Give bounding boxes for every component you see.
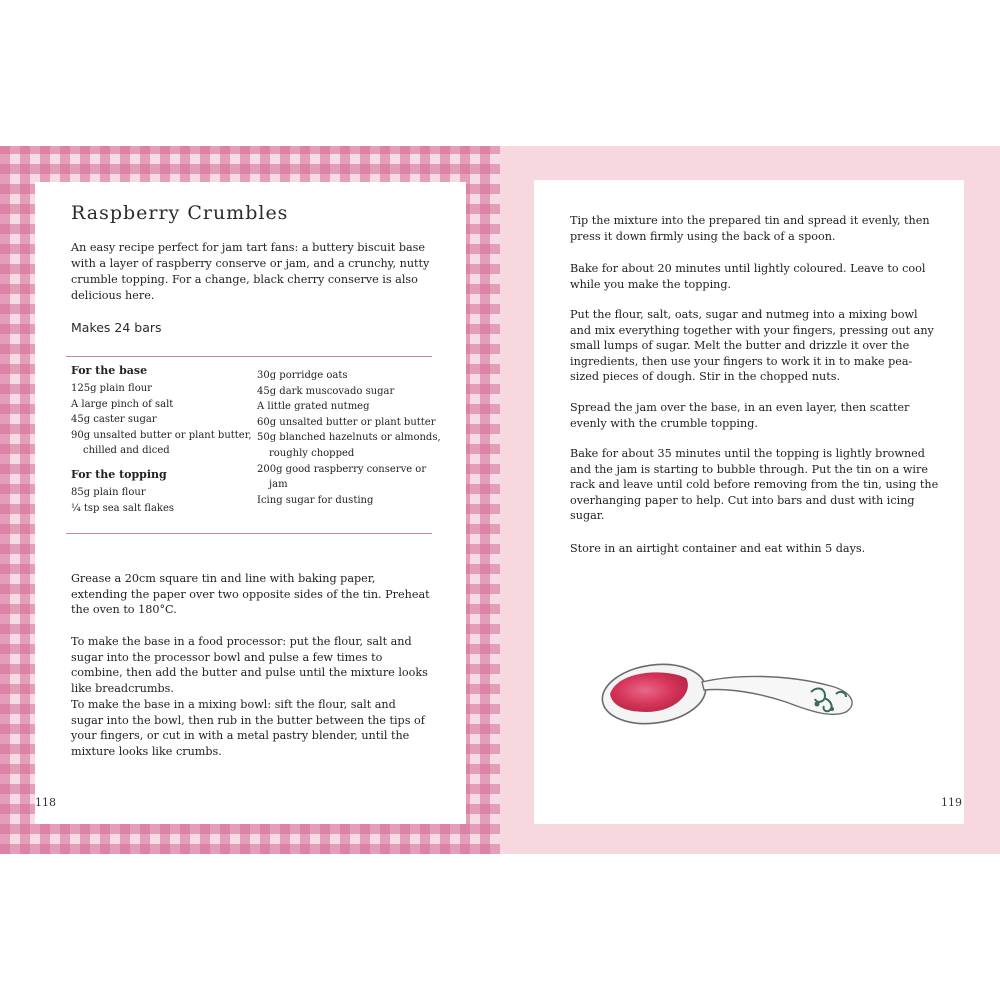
method-step: Spread the jam over the base, in an even layer, then scatter evenly with the crumble topping.	[570, 401, 910, 430]
ingredient-item: 50g blanched hazelnuts or almonds, roughly chopped	[257, 432, 441, 459]
left-page-content	[35, 182, 466, 824]
ingredient-item: 85g plain flour	[71, 486, 146, 498]
page-number-left: 118	[35, 796, 56, 809]
method-step: To make the base in a food processor: put the flour, salt and sugar into the processor bowl and pulse a few times to combine, then add the butter and pulse until the mixture looks like breadcrumbs.	[71, 635, 428, 695]
ingredient-item: 45g dark muscovado sugar	[257, 385, 395, 397]
method-step: Grease a 20cm square tin and line with baking paper, extending the paper over two opposite sides of the tin. Preheat the oven to 180°C.	[71, 572, 430, 616]
ingredient-item: 30g porridge oats	[257, 370, 348, 381]
method-step: Put the flour, salt, oats, sugar and nutmeg into a mixing bowl and mix everything together with your fingers, pressing out any small lumps of sugar. Melt the butter and drizzle it over the ingredients, then use your fingers to work it in to make pea-sized pieces of dough. Stir in the chopped nuts.	[570, 308, 934, 383]
method-step: To make the base in a mixing bowl: sift the flour, salt and sugar into the bowl, then rub in the butter between the tips of your fingers, or cut in with a metal pastry blender, until the mixture looks like crumbs.	[71, 698, 425, 758]
ingredients-top-rule	[66, 356, 432, 357]
topping-ingredient-list-1	[71, 485, 256, 516]
recipe-yield: Makes 24 bars	[71, 320, 162, 335]
ingredient-item: Icing sugar for dusting	[257, 494, 374, 506]
recipe-intro: An easy recipe perfect for jam tart fans: a buttery biscuit base with a layer of raspberry conserve or jam, and a crunchy, nutty crumble topping. For a change, black cherry conserve is also delicious here.	[71, 241, 430, 302]
recipe-title: Raspberry Crumbles	[71, 202, 289, 224]
right-page-content	[534, 180, 964, 824]
method-step: Store in an airtight container and eat within 5 days.	[570, 542, 866, 555]
method-step: Bake for about 20 minutes until lightly coloured. Leave to cool while you make the topping.	[570, 262, 926, 291]
ingredient-item: 125g plain flour	[71, 383, 152, 394]
ingredients-column-1	[71, 363, 256, 516]
ingredients-bottom-rule	[66, 533, 432, 534]
base-heading: For the base	[71, 364, 148, 377]
ingredient-item: ¼ tsp sea salt flakes	[71, 502, 175, 514]
topping-ingredient-list-2	[257, 368, 442, 508]
method-step: Tip the mixture into the prepared tin and spread it evenly, then press it down firmly using the back of a spoon.	[570, 214, 930, 243]
ingredient-item: 200g good raspberry conserve or jam	[257, 463, 427, 491]
ingredient-item: 45g caster sugar	[71, 414, 157, 426]
ingredient-item: 60g unsalted butter or plant butter	[257, 416, 436, 428]
right-page-background	[500, 146, 1000, 854]
ingredients-column-2	[257, 368, 442, 508]
topping-heading: For the topping	[71, 467, 167, 481]
ingredient-item: A large pinch of salt	[71, 398, 174, 410]
left-page-gingham-border	[0, 146, 500, 854]
ingredient-item: A little grated nutmeg	[257, 401, 370, 413]
method-step: Bake for about 35 minutes until the topping is lightly browned and the jam is starting to bubble through. Put the tin on a wire rack and leave until cold before removing from the tin, using the overhanging paper to help. Cut into bars and dust with icing sugar.	[570, 447, 939, 522]
page-number-right: 119	[941, 796, 962, 809]
spoon-with-jam-icon	[596, 652, 862, 742]
ingredient-item: 90g unsalted butter or plant butter, chilled and diced	[71, 429, 252, 457]
base-ingredient-list	[71, 381, 256, 459]
